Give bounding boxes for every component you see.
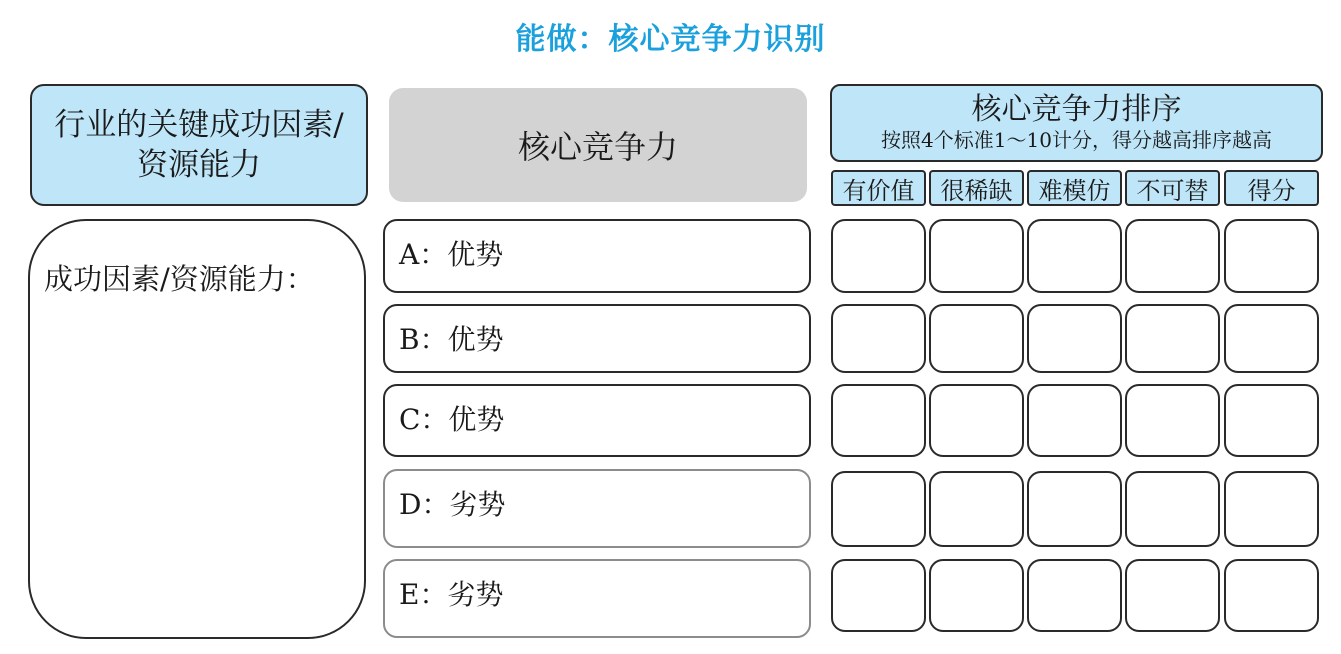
criterion-valuable: 有价值: [831, 170, 926, 206]
core-item-d: [383, 469, 811, 548]
ranking-subtitle: 按照4个标准1～10计分，得分越高排序越高: [881, 128, 1272, 152]
score-cell[interactable]: [831, 304, 926, 373]
core-item-b: [383, 304, 811, 373]
total-score-cell[interactable]: [1224, 384, 1319, 457]
score-cell[interactable]: [831, 559, 926, 632]
score-cell[interactable]: [929, 471, 1024, 547]
score-cell[interactable]: [831, 219, 926, 293]
score-cell[interactable]: [929, 559, 1024, 632]
key-success-factors-header-line2: 资源能力: [137, 147, 261, 183]
success-factors-box: [28, 219, 366, 639]
criterion-score: 得分: [1224, 170, 1319, 206]
total-score-cell[interactable]: [1224, 559, 1319, 632]
score-cell[interactable]: [1027, 384, 1122, 457]
criterion-non-substitutable: 不可替: [1125, 170, 1220, 206]
score-cell[interactable]: [1125, 471, 1220, 547]
criterion-rare: 很稀缺: [929, 170, 1024, 206]
core-competency-header: 核心竞争力: [389, 88, 807, 202]
score-cell[interactable]: [1125, 304, 1220, 373]
score-cell[interactable]: [831, 384, 926, 457]
core-item-label: E：劣势: [399, 578, 504, 611]
score-cell[interactable]: [1125, 384, 1220, 457]
criterion-inimitable: 难模仿: [1027, 170, 1122, 206]
core-item-label: C：优势: [399, 403, 505, 436]
total-score-cell[interactable]: [1224, 304, 1319, 373]
score-cell[interactable]: [929, 304, 1024, 373]
success-factors-label: 成功因素/资源能力：: [44, 262, 315, 296]
score-cell[interactable]: [1027, 304, 1122, 373]
ranking-header: [830, 84, 1323, 162]
score-cell[interactable]: [831, 471, 926, 547]
page-title: 能做：核心竞争力识别: [515, 22, 826, 57]
key-success-factors-header-line1: 行业的关键成功因素/: [54, 107, 344, 143]
core-item-label: D：劣势: [399, 488, 506, 521]
total-score-cell[interactable]: [1224, 471, 1319, 547]
score-cell[interactable]: [929, 219, 1024, 293]
score-cell[interactable]: [1027, 471, 1122, 547]
core-item-label: B：优势: [399, 323, 504, 356]
score-cell[interactable]: [929, 384, 1024, 457]
core-item-label: A：优势: [399, 238, 504, 271]
score-cell[interactable]: [1027, 219, 1122, 293]
ranking-title: 核心竞争力排序: [971, 92, 1182, 127]
score-cell[interactable]: [1027, 559, 1122, 632]
score-cell[interactable]: [1125, 559, 1220, 632]
key-success-factors-header: [30, 84, 368, 206]
score-cell[interactable]: [1125, 219, 1220, 293]
total-score-cell[interactable]: [1224, 219, 1319, 293]
core-item-e: [383, 559, 811, 638]
core-item-a: [383, 219, 811, 293]
core-item-c: [383, 384, 811, 457]
